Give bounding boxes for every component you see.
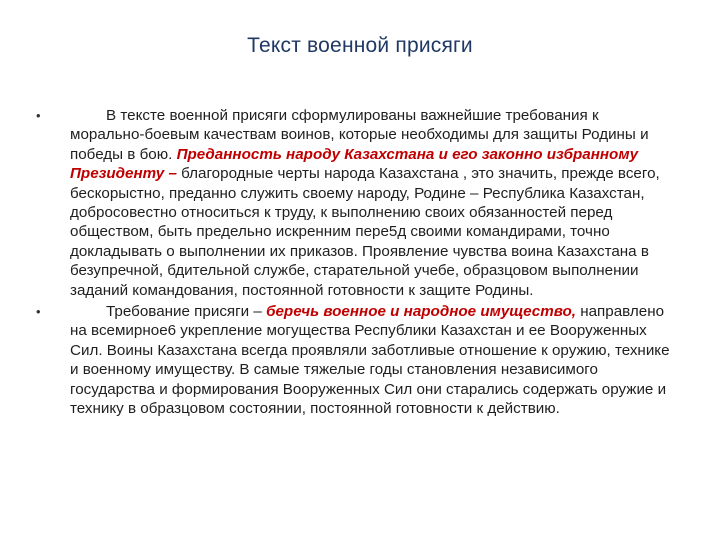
- bullet-icon: •: [36, 304, 41, 320]
- bullet-paragraph-1: [36, 106, 676, 300]
- paragraph-1-text-cont: благородные черты народа Казахстана , это значить, прежде всего, бескорыстно, преданно служить своему народу, Родине – Республика Казахстан, добросовестно относиться к труду, к выполнению своих обязанностей перед обществом, быть предельно искренним пере5д своими командирами, точно докладывать о выполнении их приказов. Проявление чувства воина Казахстана в безупречной, бдительной службе, старательной учебе, образцовом выполнении заданий командования, постоянной готовности к защите Родины.: [70, 165, 660, 299]
- bullet-paragraph-2: [36, 302, 676, 418]
- paragraph-2-highlight: беречь военное и народное имущество,: [266, 303, 576, 321]
- paragraph-2-text: Требование присяги –: [106, 303, 267, 321]
- slide-body: [36, 106, 676, 421]
- paragraph-2-text-cont: направлено на всемирное6 укрепление могущества Республики Казахстан и ее Вооруженных Сил. Воины Казахстана всегда проявляли заботливые отношение к оружию, технике и военному имуществу. В самые тяжелые годы становления независимого государства и формирования Вооруженных Сил они старались содержать оружие и технику в образцовом состоянии, постоянной готовности к действию.: [70, 303, 670, 418]
- paragraph-1-text: В тексте военной присяги сформулированы важнейшие требования к морально-боевым качествам воинов, которые необходимы для защиты Родины и победы в бою.: [70, 107, 649, 163]
- bullet-icon: •: [36, 108, 41, 123]
- slide-title: Текст военной присяги: [247, 34, 473, 57]
- paragraph-1-highlight: Преданность народу Казахстана и его законно избранному Президенту –: [70, 145, 639, 183]
